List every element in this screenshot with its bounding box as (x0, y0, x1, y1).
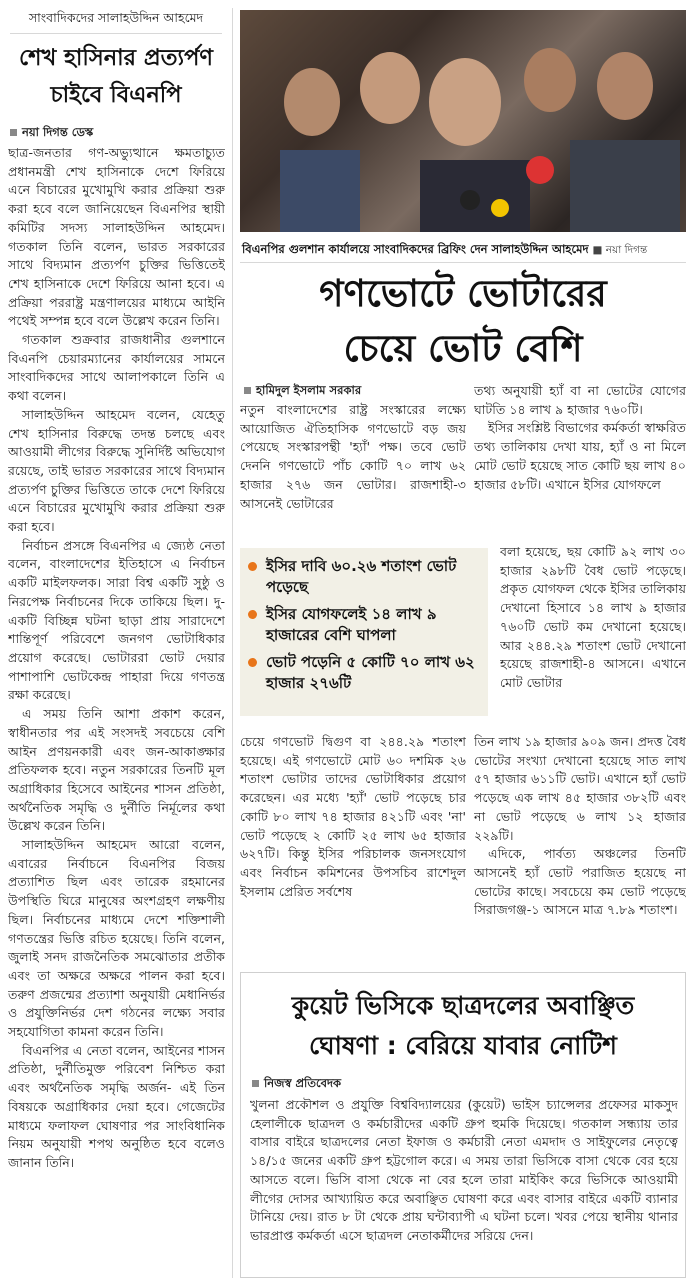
left-paragraph: নির্বাচন প্রসঙ্গে বিএনপির এ জ্যেষ্ঠ নেতা বলেন, বাংলাদেশের ইতিহাসে এ নির্বাচন একটি মাইলফলক। সারা বিশ্ব একটি সুষ্ঠু ও নিরপেক্ষ নির্বাচনের দিকে তাকিয়ে ছিল। দু-একটি বিচ্ছিন্ন ঘটনা ছাড়া প্রায় সারাদেশে শান্তিপূর্ণ পরিবেশে জনগণ ভোটাধিকার প্রয়োগ করেছে। ভোটাররা ভোট দেয়ার পাশাপাশি ভোটকেন্দ্র পাহারা দিয়ে গণতন্ত্র রক্ষা করেছে। (8, 537, 225, 703)
main-paragraph: তথ্য অনুযায়ী হ্যাঁ বা না ভোটের যোগের ঘাটতি ১৪ লাখ ৯ হাজার ৭৬০টি। (474, 383, 686, 417)
news-photo (240, 10, 686, 232)
photo-source: ■ নয়া দিগন্ত (592, 244, 648, 256)
kuet-paragraph: খুলনা প্রকৌশল ও প্রযুক্তি বিশ্ববিদ্যালয়ের (কুয়েট) ভাইস চ্যান্সেলর প্রফেসর মাকসুদ হেলালীকে ছাত্রদল ও কর্মচারীদের একটি গ্রুপ হুমকি দিয়েছে। গতকাল সন্ধ্যায় তার বাসার বাইরে ছাত্রদলের নেতা ইফাজ ও কর্মচারী নেতা এমদাদ ও সাইফুলের নেতৃত্বে ১৪/১৫ জনের একটি গ্রুপ হট্টগোল করে। এ সময় তারা ভিসিকে বাসা থেকে বের হয়ে আসতে বলে। ভিসি বাসা থেকে না বের হলে তারা মাইকিং করে ভিসিকে আওয়ামী লীগের দোসর আখ্যায়িত করে অবাঞ্ছিত ঘোষণা করে এবং বাসার বাইরে একটি ব্যানার টানিয়ে দেয়। রাত ৮ টা থেকে প্রায় ঘন্টাব্যাপী এ ঘটনা চলে। খবর পেয়ে স্থানীয় থানার ভারপ্রাপ্ত কর্মকর্তা এসে ছাত্রদল নেতাকর্মীদের সরিয়ে দেন। (250, 1097, 678, 1243)
left-paragraph: ছাত্র-জনতার গণ-অভ্যুত্থানে ক্ষমতাচ্যুত প্রধানমন্ত্রী শেখ হাসিনাকে দেশে ফিরিয়ে এনে বিচারের মুখোমুখি করার প্রক্রিয়া শুরু করা হবে বলে জানিয়েছেন বিএনপির স্থায়ী কমিটির সদস্য সালাহউদ্দিন আহমেদ। গতকাল তিনি বলেন, ভারত সরকারের সাথে বিদ্যমান প্রত্যর্পণ চুক্তির ভিত্তিতেই শেখ হাসিনাকে দেশে ফিরিয়ে আনা হবে। এ প্রক্রিয়া পররাষ্ট্র মন্ত্রণালয়ের মাধ্যমে আইনি পথেই সম্পন্ন হবে বলে উল্লেখ করেন তিনি। (8, 145, 225, 329)
kuet-story-body (250, 1096, 678, 1276)
main-byline-text: হামিদুল ইসলাম সরকার (256, 383, 362, 397)
left-byline-text: নয়া দিগন্ত ডেস্ক (22, 125, 94, 139)
highlights-box (240, 548, 488, 716)
main-headline-line2: চেয়ে ভোট বেশি (343, 327, 583, 370)
main-paragraph: তিন লাখ ১৯ হাজার ৯০৯ জন। প্রদত্ত বৈধ ভোটের সংখ্যা দেখানো হয়েছে সাত লাখ ৫৭ হাজার ৬১১টি ভোট। এখানে হ্যাঁ ভোট পড়েছে এক লাখ ৪৫ হাজার ৩৮২টি এবং না ভোট পড়েছে ৬ লাখ ১২ হাজার ২২৯টি। (474, 734, 686, 843)
kuet-headline-line1: কুয়েট ভিসিকে ছাত্রদলের অবাঞ্ছিত (291, 991, 635, 1020)
main-paragraph: বলা হয়েছে, ছয় কোটি ৯২ লাখ ৩০ হাজার ২৯৮টি বৈধ ভোট পড়েছে। প্রকৃত যোগফল থেকে ইসির তালিকায় দেখানো হিসাবে ১৪ লাখ ৯ হাজার ৭৬০টি ভোট কম দেখানো হয়েছে। আর ২৪৪.২৯ শতাংশ ভোট দেখানো হয়েছে রাজশাহী-৪ আসনে। এখানে মোট ভোটার (500, 544, 686, 690)
highlight-text: ভোট পড়েনি ৫ কোটি ৭০ লাখ ৬২ হাজার ২৭৬টি (266, 653, 475, 692)
main-col2-mid (500, 543, 686, 733)
main-headline (240, 266, 686, 376)
left-paragraph: গতকাল শুক্রবার রাজধানীর গুলশানে বিএনপি চেয়ারম্যানের কার্যালয়ের সামনে সাংবাদিকদের সাথে আলাপকালে তিনি এ কথা বলেন। (8, 332, 225, 404)
kuet-headline-line2: ঘোষণা : বেরিয়ে যাবার নোটিশ (309, 1031, 617, 1060)
bullet-dot-icon (248, 562, 257, 571)
photo-caption (242, 241, 688, 260)
left-kicker-rule (10, 33, 222, 34)
byline-square-icon (10, 129, 17, 136)
left-paragraph: সালাহউদ্দিন আহমেদ আরো বলেন, এবারের নির্বাচনে বিএনপির বিজয় প্রত্যাশিত ছিল এবং তারেক রহমানের উপস্থিতি ঘিরে মানুষের অংশগ্রহণ লক্ষণীয় ছিল। নির্বাচনের মাধ্যমে দেশে শক্তিশালী গণতন্ত্রের ভিত্তি রচিত হয়েছে। তিনি বলেন, জুলাই সনদ রাজনৈতিক সমঝোতার প্রতীক এবং তা অক্ষরে অক্ষরে পালন করা হবে। তরুণ প্রজন্মের প্রত্যাশা অনুযায়ী মেধানির্ভর ও প্রযুক্তিনির্ভর দেশ গঠনের লক্ষ্যে সবার সহযোগিতা কামনা করেন তিনি। (8, 837, 225, 1040)
left-paragraph: সালাহউদ্দিন আহমেদ বলেন, যেহেতু শেখ হাসিনার বিরুদ্ধে তদন্ত চলছে এবং আওয়ামী লীগের বিরুদ্ধে সুনির্দিষ্ট অভিযোগ রয়েছে, তাই ভারত সরকারের সাথে বিদ্যমান প্রত্যর্পণ চুক্তির ভিত্তিতে তাকে দেশে ফিরিয়ে এনে বিচারের মুখোমুখি করার প্রক্রিয়া শুরু করা হবে। (8, 406, 225, 535)
highlight-item (244, 652, 482, 694)
left-paragraph: এ সময় তিনি আশা প্রকাশ করেন, স্বাধীনতার পর এই সংসদই সবচেয়ে বেশি আইন প্রণয়নকারী এবং জন-আকাঙ্ক্ষার প্রতিফলক হবে। নতুন সরকারের তিনটি মূল অগ্রাধিকার হিসেবে আইনের শাসন প্রতিষ্ঠা, অর্থনৈতিক সমৃদ্ধি ও দুর্নীতি নির্মূলের কথা উল্লেখ করেন তিনি। (8, 706, 225, 834)
main-col1-top (240, 401, 466, 543)
highlight-item (244, 604, 482, 646)
photo-caption-text: বিএনপির গুলশান কার্যালয়ে সাংবাদিকদের ব্রিফিং দেন সালাহউদ্দিন আহমেদ (242, 242, 589, 256)
main-paragraph: ইসির সংশ্লিষ্ট বিভাগের কর্মকর্তা স্বাক্ষরিত তথ্য তালিকায় দেখা যায়, হ্যাঁ ও না মিলে মোট ভোট হয়েছে সাত কোটি ছয় লাখ ৪০ হাজার ৫৮টি। এখানে ইসির যোগফলে (474, 420, 686, 492)
main-byline (244, 382, 464, 401)
column-divider (232, 8, 233, 1278)
left-paragraph: বিএনপির এ নেতা বলেন, আইনের শাসন প্রতিষ্ঠা, দুর্নীতিমুক্ত পরিবেশ নিশ্চিত করা এবং অর্থনৈতিক সমৃদ্ধি অর্জন- এই তিন বিষয়কে অগ্রাধিকার দেয়া হবে। গেজেটের মাধ্যমে ফলাফল ঘোষণার পর সাংবিধানিক নিয়ম অনুযায়ী শপথ অনুষ্ঠিত হবে বলেও জানান তিনি। (8, 1042, 225, 1170)
left-byline (10, 124, 230, 143)
main-col2-top (474, 382, 686, 544)
main-headline-line1: গণভোটে ভোটারের (319, 272, 607, 315)
byline-square-icon (244, 387, 251, 394)
caption-rule (240, 262, 686, 263)
kuet-byline-text: নিজস্ব প্রতিবেদক (264, 1076, 342, 1090)
main-paragraph: চেয়ে গণভোট দ্বিগুণ বা ২৪৪.২৯ শতাংশ হয়েছে। এই গণভোটে মোট ৬০ দশমিক ২৬ শতাংশ ভোটার তাদের ভোটাধিকার প্রয়োগ করেছেন। এর মধ্যে 'হ্যাঁ' ভোট পড়েছে চার কোটি ৮০ লাখ ৭৪ হাজার ৪২১টি এবং 'না' ভোট পড়েছে ২ কোটি ২৫ লাখ ৬৫ হাজার ৬২৭টি। কিন্তু ইসির পরিচালক জনসংযোগ এবং নির্বাচন কমিশনের উপসচিব রাশেদুল ইসলাম প্রেরিত সর্বশেষ (240, 734, 466, 899)
highlight-text: ইসির যোগফলেই ১৪ লাখ ৯ হাজারের বেশি ঘাপলা (266, 605, 437, 644)
main-paragraph: নতুন বাংলাদেশের রাষ্ট্র সংস্কারের লক্ষ্যে আয়োজিত ঐতিহাসিক গণভোটে বড় জয় পেয়েছে সংস্কারপন্থী 'হ্যাঁ' পক্ষ। তবে ভোট দেননি গণভোটে পাঁচ কোটি ৭০ লাখ ৬২ হাজার ২৭৬ জন ভোটার। রাজশাহী-৩ আসনেই ভোটারের (240, 402, 466, 511)
photo-source-text: নয়া দিগন্ত (605, 244, 648, 256)
photo-illustration (240, 10, 686, 232)
kuet-byline (252, 1075, 472, 1094)
left-kicker: সাংবাদিকদের সালাহউদ্দিন আহমেদ (28, 10, 204, 25)
bullet-dot-icon (248, 658, 257, 667)
main-col1-bottom (240, 733, 466, 961)
byline-square-icon (252, 1080, 259, 1087)
left-headline-line2: চাইবে বিএনপি (50, 82, 182, 108)
bullet-dot-icon (248, 610, 257, 619)
kuet-headline (240, 986, 686, 1066)
left-headline (0, 40, 232, 114)
left-story-body (8, 144, 225, 1274)
highlight-item (244, 556, 482, 598)
main-col2-bottom (474, 733, 686, 961)
main-paragraph: এদিকে, পার্বত্য অঞ্চলের তিনটি আসনেই হ্যাঁ ভোট পরাজিত হয়েছে না ভোটের কাছে। সবচেয়ে কম ভোট পড়েছে সিরাজগঞ্জ-১ আসনে মাত্র ৭.৮৯ শতাংশ। (474, 846, 686, 918)
left-headline-line1: শেখ হাসিনার প্রত্যর্পণ (19, 45, 213, 71)
highlight-text: ইসির দাবি ৬০.২৬ শতাংশ ভোট পড়েছে (266, 557, 457, 596)
